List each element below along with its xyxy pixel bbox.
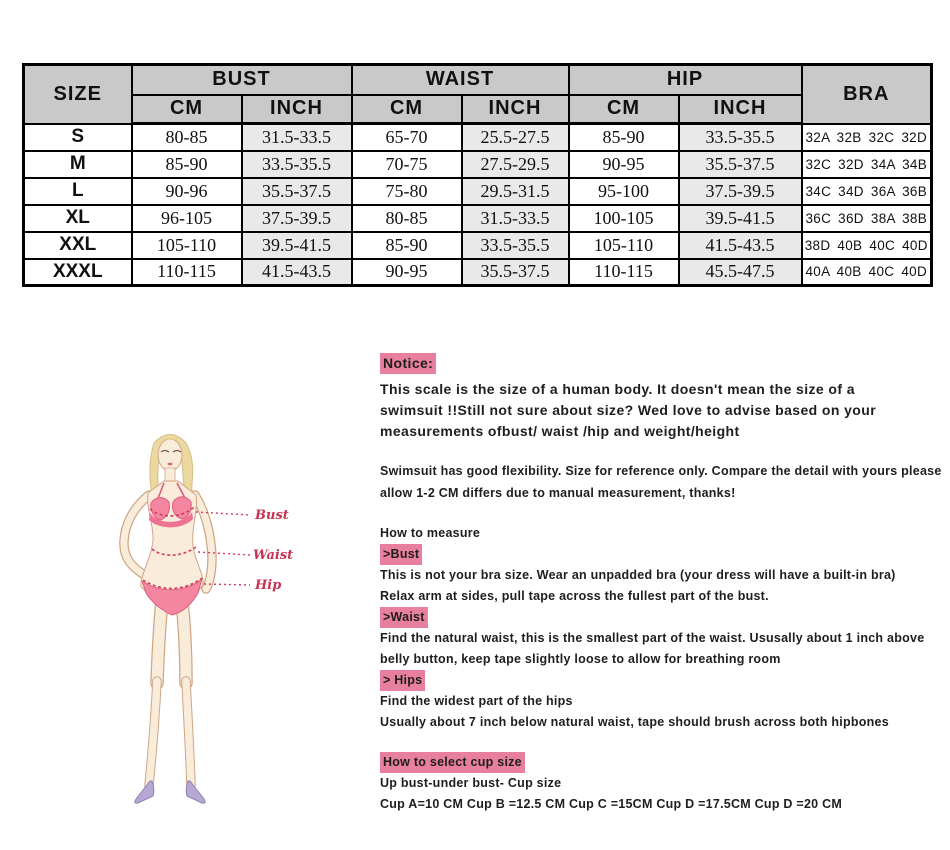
bust-cm-cell: 110-115	[132, 259, 242, 286]
cup-size-heading	[380, 752, 935, 773]
notice-heading	[380, 353, 935, 374]
header-hip: HIP	[569, 65, 802, 95]
hip-inch-cell: 35.5-37.5	[679, 151, 802, 178]
header-waist-cm: CM	[352, 95, 462, 124]
waist-heading-text: >Waist	[380, 607, 428, 628]
hips-section-heading	[380, 670, 935, 691]
bust-cm-cell: 96-105	[132, 205, 242, 232]
waist-inch-cell: 33.5-35.5	[462, 232, 569, 259]
hips-instruction-line: Usually about 7 inch below natural waist, tape should brush across both hipbones	[380, 715, 889, 729]
table-row-s	[24, 124, 932, 151]
bust-heading-text: >Bust	[380, 544, 422, 565]
header-waist-inch: INCH	[462, 95, 569, 124]
spacer	[380, 442, 935, 461]
bust-instruction-line: Relax arm at sides, pull tape across the fullest part of the bust.	[380, 589, 769, 603]
bust-inch-cell: 39.5-41.5	[242, 232, 352, 259]
bust-inch-cell: 41.5-43.5	[242, 259, 352, 286]
figure-face	[158, 439, 182, 471]
bust-cm-cell: 90-96	[132, 178, 242, 205]
flexibility-line: Swimsuit has good flexibility. Size for reference only. Compare the detail with yours please	[380, 464, 942, 478]
hip-inch-cell: 33.5-35.5	[679, 124, 802, 151]
bust-label: Bust	[255, 508, 289, 523]
table-row-m	[24, 151, 932, 178]
waist-cm-cell: 70-75	[352, 151, 462, 178]
waist-cm-cell: 75-80	[352, 178, 462, 205]
hip-inch-cell: 41.5-43.5	[679, 232, 802, 259]
bra-cell: 36C 36D 38A 38B	[802, 205, 932, 232]
header-hip-inch: INCH	[679, 95, 802, 124]
hip-cm-cell: 95-100	[569, 178, 679, 205]
waist-inch-cell: 27.5-29.5	[462, 151, 569, 178]
waist-inch-cell: 25.5-27.5	[462, 124, 569, 151]
waist-label: Waist	[253, 548, 294, 563]
table-row-xl	[24, 205, 932, 232]
cup-size-heading-text: How to select cup size	[380, 752, 525, 773]
header-bra: BRA	[802, 65, 932, 124]
bust-cm-cell: 105-110	[132, 232, 242, 259]
spacer	[380, 504, 935, 523]
bust-inch-cell: 37.5-39.5	[242, 205, 352, 232]
size-cell: XXXL	[24, 259, 132, 286]
size-chart-table	[22, 63, 933, 287]
header-bust: BUST	[132, 65, 352, 95]
waist-cm-cell: 85-90	[352, 232, 462, 259]
header-bust-inch: INCH	[242, 95, 352, 124]
instructions-column	[380, 353, 942, 815]
bra-cell: 32A 32B 32C 32D	[802, 124, 932, 151]
hip-inch-cell: 39.5-41.5	[679, 205, 802, 232]
figure-lips	[167, 463, 172, 466]
notice-heading-text: Notice:	[380, 353, 436, 374]
hip-cm-cell: 90-95	[569, 151, 679, 178]
header-waist: WAIST	[352, 65, 569, 95]
hip-cm-cell: 85-90	[569, 124, 679, 151]
size-cell: XL	[24, 205, 132, 232]
size-cell: XXL	[24, 232, 132, 259]
header-size: SIZE	[24, 65, 132, 124]
notice-line: swimsuit !!Still not sure about size? Wed love to advise based on your	[380, 402, 877, 418]
bust-inch-cell: 31.5-33.5	[242, 124, 352, 151]
cup-size-subtitle: Up bust-under bust- Cup size	[380, 776, 562, 790]
body-measurement-figure	[100, 425, 390, 820]
hip-cm-cell: 100-105	[569, 205, 679, 232]
figure-legs	[149, 601, 191, 785]
waist-cm-cell: 65-70	[352, 124, 462, 151]
hips-heading-text: > Hips	[380, 670, 425, 691]
bra-cell: 40A 40B 40C 40D	[802, 259, 932, 286]
size-cell: S	[24, 124, 132, 151]
bust-inch-cell: 33.5-35.5	[242, 151, 352, 178]
hip-cm-cell: 105-110	[569, 232, 679, 259]
notice-line: measurements ofbust/ waist /hip and weight/height	[380, 423, 740, 439]
hips-instruction-line: Find the widest part of the hips	[380, 694, 573, 708]
bra-cell: 32C 32D 34A 34B	[802, 151, 932, 178]
table-row-xxl	[24, 232, 932, 259]
hip-inch-cell: 37.5-39.5	[679, 178, 802, 205]
bust-cm-cell: 80-85	[132, 124, 242, 151]
bust-instruction-line: This is not your bra size. Wear an unpadded bra (your dress will have a built-in bra)	[380, 568, 896, 582]
cup-size-formula: Cup A=10 CM Cup B =12.5 CM Cup C =15CM Cup D =17.5CM Cup D =20 CM	[380, 797, 843, 811]
hip-cm-cell: 110-115	[569, 259, 679, 286]
bust-inch-cell: 35.5-37.5	[242, 178, 352, 205]
header-hip-cm: CM	[569, 95, 679, 124]
how-to-measure-title: How to measure	[380, 526, 481, 540]
size-cell: L	[24, 178, 132, 205]
table-row-xxxl	[24, 259, 932, 286]
spacer	[380, 733, 935, 752]
bra-cell: 34C 34D 36A 36B	[802, 178, 932, 205]
waist-section-heading	[380, 607, 935, 628]
bra-cell: 38D 40B 40C 40D	[802, 232, 932, 259]
flexibility-line: allow 1-2 CM differs due to manual measurement, thanks!	[380, 485, 736, 500]
hip-inch-cell: 45.5-47.5	[679, 259, 802, 286]
waist-inch-cell: 31.5-33.5	[462, 205, 569, 232]
waist-instruction-line: belly button, keep tape slightly loose to allow for breathing room	[380, 652, 781, 666]
bust-section-heading	[380, 544, 935, 565]
waist-cm-cell: 90-95	[352, 259, 462, 286]
header-bust-cm: CM	[132, 95, 242, 124]
bust-cm-cell: 85-90	[132, 151, 242, 178]
waist-cm-cell: 80-85	[352, 205, 462, 232]
size-cell: M	[24, 151, 132, 178]
hip-label: Hip	[255, 578, 282, 593]
notice-line: This scale is the size of a human body. It doesn't mean the size of a	[380, 381, 855, 397]
waist-inch-cell: 29.5-31.5	[462, 178, 569, 205]
waist-inch-cell: 35.5-37.5	[462, 259, 569, 286]
table-row-l	[24, 178, 932, 205]
waist-instruction-line: Find the natural waist, this is the smallest part of the waist. Ususally about 1 inch above	[380, 631, 925, 645]
